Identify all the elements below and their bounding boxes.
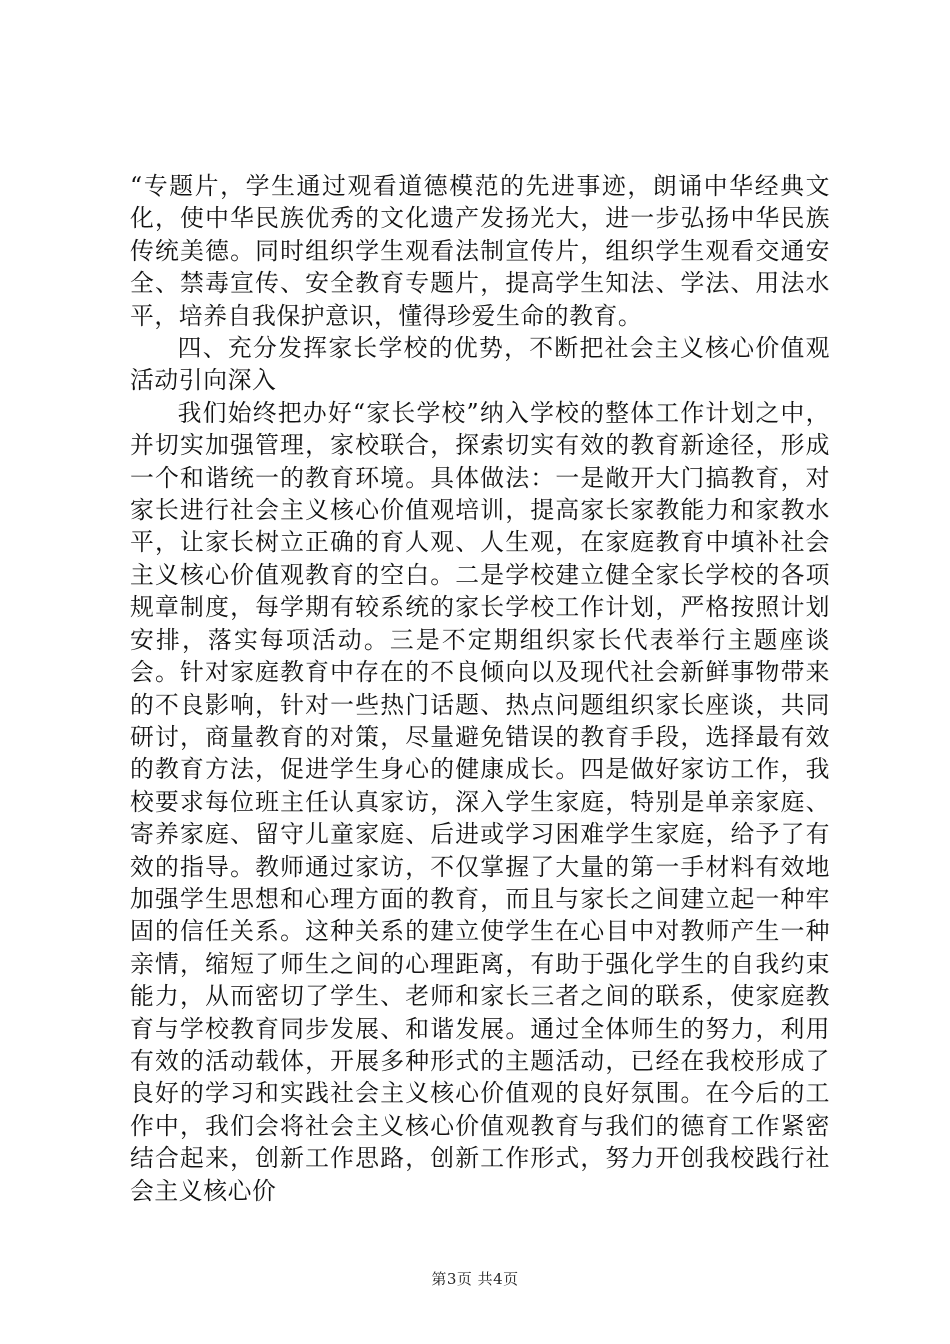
paragraph-body: 我们始终把办好“家长学校”纳入学校的整体工作计划之中，并切实加强管理，家校联合，探索切实有效的教育新途径，形成一个和谐统一的教育环境。具体做法：一是敞开大门搞教育，对家长进行社会主义核心价值观培训，提高家长家教能力和家教水平，让家长树立正确的育人观、人生观，在家庭教育中填补社会主义核心价值观教育的空白。二是学校建立健全家长学校的各项规章制度，每学期有较系统的家长学校工作计划，严格按照计划安排，落实每项活动。三是不定期组织家长代表举行主题座谈会。针对家庭教育中存在的不良倾向以及现代社会新鲜事物带来的不良影响，针对一些热门话题、热点问题组织家长座谈，共同研讨，商量教育的对策，尽量避免错误的教育手段，选择最有效的教育方法，促进学生身心的健康成长。四是做好家访工作，我校要求每位班主任认真家访，深入学生家庭，特别是单亲家庭、寄养家庭、留守儿童家庭、后进或学习困难学生家庭，给予了有效的指导。教师通过家访，不仅掌握了大量的第一手材料有效地加强学生思想和心理方面的教育，而且与家长之间建立起一种牢固的信任关系。这种关系的建立使学生在心目中对教师产生一种亲情，缩短了师生之间的心理距离，有助于强化学生的自我约束能力，从而密切了学生、老师和家长三者之间的联系，使家庭教育与学校教育同步发展、和谐发展。通过全体师生的努力，利用有效的活动载体，开展多种形式的主题活动，已经在我校形成了良好的学习和实践社会主义核心价值观的良好氛围。在今后的工作中，我们会将社会主义核心价值观教育与我们的德育工作紧密结合起来，创新工作思路，创新工作形式，努力开创我校践行社会主义核心价 bbox=[130, 398, 830, 1205]
section-heading: 四、充分发挥家长学校的优势，不断把社会主义核心价值观活动引向深入 bbox=[130, 334, 830, 395]
paragraph-continuation: “专题片，学生通过观看道德模范的先进事迹，朗诵中华经典文化，使中华民族优秀的文化遗产发扬光大，进一步弘扬中华民族传统美德。同时组织学生观看法制宣传片，组织学生观看交通安全、禁毒宣传、安全教育专题片，提高学生知法、学法、用法水平，培养自我保护意识，懂得珍爱生命的教育。 bbox=[130, 172, 830, 330]
document-body bbox=[130, 170, 830, 1207]
page-footer: 第3页 共4页 bbox=[431, 1270, 519, 1288]
